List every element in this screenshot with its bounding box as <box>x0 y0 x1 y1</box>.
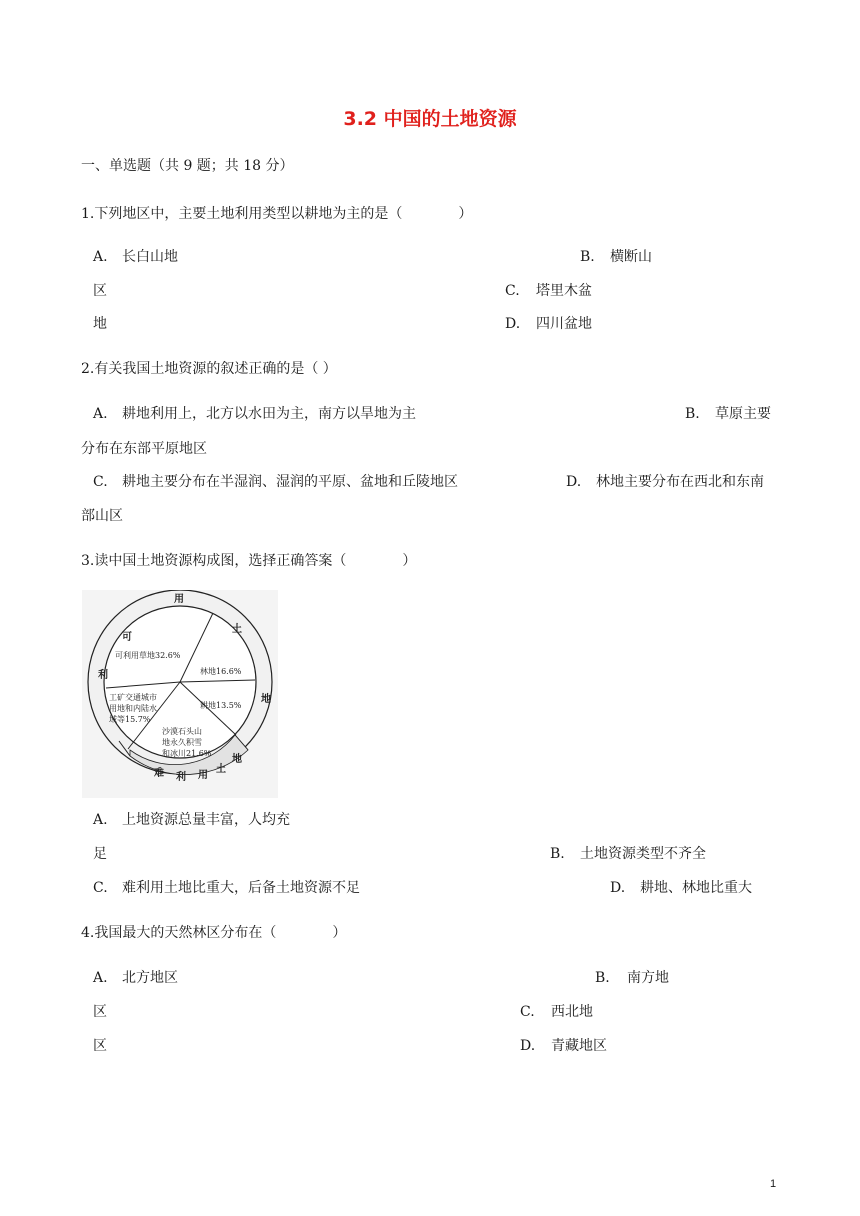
ring-char-top-3: 用 <box>174 594 184 605</box>
q1-option-d-key[interactable]: D. <box>505 316 521 332</box>
q2-option-c-key[interactable]: C. <box>93 474 108 490</box>
segment-construction-label-1: 工矿交通城市 <box>109 693 157 702</box>
question-3-stem: 3.读中国土地资源构成图，选择正确答案（ ） <box>81 553 417 569</box>
q3-option-a-key[interactable]: A. <box>93 812 108 828</box>
q1-option-a-wrap: 区 <box>93 283 107 299</box>
segment-construction-label-2: 用地和内陆水 <box>109 704 157 713</box>
q3-option-a-wrap: 足 <box>93 846 107 862</box>
q1-option-c-wrap: 地 <box>93 316 107 332</box>
q3-option-b-text[interactable]: 土地资源类型不齐全 <box>580 846 706 862</box>
section-heading: 一、单选题（共 9 题；共 18 分） <box>81 158 294 174</box>
q4-option-b-wrap: 区 <box>93 1038 107 1054</box>
q1-option-d-text[interactable]: 四川盆地 <box>536 316 592 332</box>
q4-option-c-key[interactable]: C. <box>520 1004 535 1020</box>
ring-char-bottom-3: 用 <box>198 770 208 781</box>
q4-option-d-text[interactable]: 青藏地区 <box>551 1038 607 1054</box>
q4-option-b-key[interactable]: B. <box>595 970 610 986</box>
ring-char-bottom-1: 难 <box>154 768 164 779</box>
q3-option-c-text[interactable]: 难利用土地比重大，后备土地资源不足 <box>122 880 360 896</box>
q2-option-b-text[interactable]: 草原主要 <box>715 406 771 422</box>
q2-option-b-wrap: 分布在东部平原地区 <box>81 441 207 457</box>
q3-option-c-key[interactable]: C. <box>93 880 108 896</box>
segment-desert-label-2: 地永久积雪 <box>162 738 202 747</box>
ring-char-bottom-5: 地 <box>232 754 242 765</box>
q2-option-a-text[interactable]: 耕地利用上，北方以水田为主，南方以旱地为主 <box>122 406 416 422</box>
segment-construction-label-3: 域等15.7% <box>109 715 151 724</box>
ring-char-top-4: 土 <box>232 624 242 635</box>
segment-forest-label: 林地16.6% <box>200 667 242 676</box>
segment-desert-label-3: 和冰川21.6% <box>162 749 212 758</box>
page-number: 1 <box>770 1178 777 1190</box>
q1-option-b-key[interactable]: B. <box>580 249 595 265</box>
q3-option-a-text[interactable]: 上地资源总量丰富，人均充 <box>122 812 290 828</box>
q4-option-d-key[interactable]: D. <box>520 1038 536 1054</box>
q4-option-b-text[interactable]: 南方地 <box>627 970 669 986</box>
land-resource-pie-svg <box>82 590 278 798</box>
q1-option-a-text[interactable]: 长白山地 <box>122 249 178 265</box>
question-1-stem: 1.下列地区中，主要土地利用类型以耕地为主的是（ ） <box>81 206 473 222</box>
q4-option-a-text[interactable]: 北方地区 <box>122 970 178 986</box>
land-resource-pie-figure <box>82 590 278 798</box>
ring-char-top-2: 利 <box>98 670 108 681</box>
ring-char-top-1: 可 <box>122 632 132 643</box>
q2-option-a-key[interactable]: A. <box>93 406 108 422</box>
q1-option-c-key[interactable]: C. <box>505 283 520 299</box>
q2-option-d-key[interactable]: D. <box>566 474 582 490</box>
q4-option-c-text[interactable]: 西北地 <box>551 1004 593 1020</box>
q3-option-d-text[interactable]: 耕地、林地比重大 <box>640 880 752 896</box>
q2-option-c-text[interactable]: 耕地主要分布在半湿润、湿润的平原、盆地和丘陵地区 <box>122 474 458 490</box>
ring-char-bottom-4: 土 <box>216 764 226 775</box>
q2-option-d-text[interactable]: 林地主要分布在西北和东南 <box>596 474 764 490</box>
q1-option-b-text[interactable]: 横断山 <box>610 249 652 265</box>
q4-option-a-wrap: 区 <box>93 1004 107 1020</box>
q3-option-d-key[interactable]: D. <box>610 880 626 896</box>
q2-option-b-key[interactable]: B. <box>685 406 700 422</box>
segment-grassland-label: 可利用草地32.6% <box>115 651 181 660</box>
question-2-stem: 2.有关我国土地资源的叙述正确的是（ ） <box>81 361 337 377</box>
q3-option-b-key[interactable]: B. <box>550 846 565 862</box>
q1-option-c-text[interactable]: 塔里木盆 <box>536 283 592 299</box>
q2-option-d-wrap: 部山区 <box>81 508 123 524</box>
ring-char-bottom-2: 利 <box>176 772 186 783</box>
q1-option-a-key[interactable]: A. <box>93 249 108 265</box>
segment-desert-label-1: 沙漠石头山 <box>162 727 202 736</box>
page-title: 3.2 中国的土地资源 <box>343 108 517 130</box>
question-4-stem: 4.我国最大的天然林区分布在（ ） <box>81 925 347 941</box>
segment-cropland-label: 耕地13.5% <box>200 701 242 710</box>
ring-char-top-5: 地 <box>261 694 271 705</box>
q4-option-a-key[interactable]: A. <box>93 970 108 986</box>
